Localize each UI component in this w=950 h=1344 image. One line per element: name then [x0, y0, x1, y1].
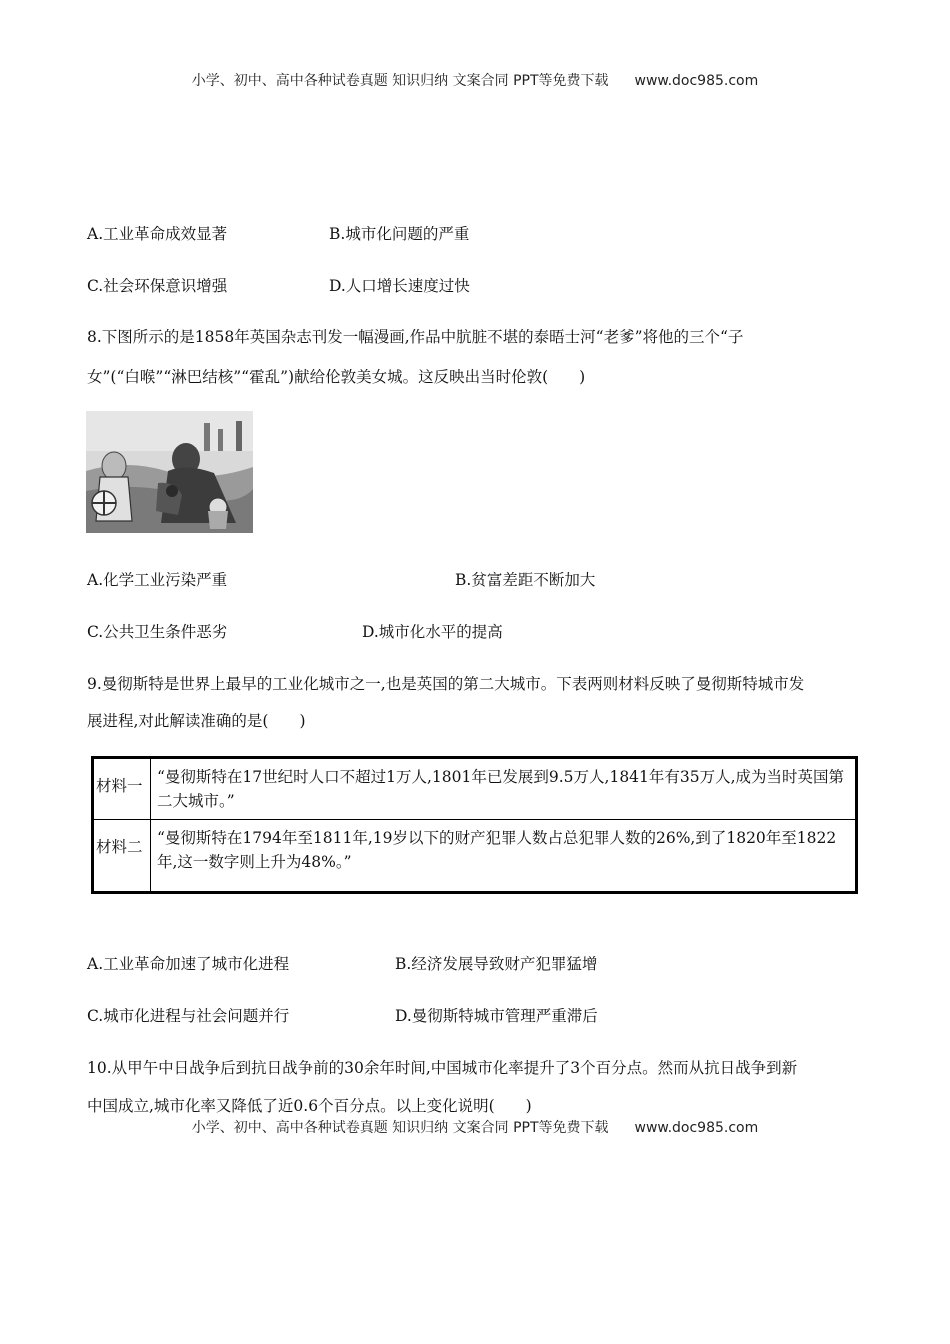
- footer-url[interactable]: www.doc985.com: [634, 1120, 759, 1136]
- header-text: 小学、初中、高中各种试卷真题 知识归纳 文案合同 PPT等免费下载: [191, 73, 609, 89]
- q7-option-a: A.工业革命成效显著: [87, 225, 228, 243]
- q8-stem-line1: 8.下图所示的是1858年英国杂志刊发一幅漫画,作品中肮脏不堪的泰晤士河“老爹”将他的三个“子: [87, 328, 744, 346]
- page-footer: [0, 1117, 950, 1137]
- q9-stem-line2: 展进程,对此解读准确的是( ): [87, 712, 306, 730]
- q9-option-a: A.工业革命加速了城市化进程: [87, 955, 290, 973]
- q9-stem-line1: 9.曼彻斯特是世界上最早的工业化城市之一,也是英国的第二大城市。下表两则材料反映了曼彻斯特城市发: [87, 675, 805, 693]
- materials-table: [91, 756, 858, 894]
- q7-option-c: C.社会环保意识增强: [87, 277, 228, 295]
- header-url[interactable]: www.doc985.com: [634, 73, 759, 89]
- footer-text: 小学、初中、高中各种试卷真题 知识归纳 文案合同 PPT等免费下载: [191, 1120, 609, 1136]
- q8-option-b: B.贫富差距不断加大: [455, 571, 596, 589]
- q8-option-a: A.化学工业污染严重: [87, 571, 228, 589]
- material-label: 材料一: [93, 758, 151, 820]
- table-row: [93, 820, 857, 893]
- material-text: “曼彻斯特在17世纪时人口不超过1万人,1801年已发展到9.5万人,1841年有35万人,成为当时英国第二大城市。”: [151, 758, 857, 820]
- q9-option-d: D.曼彻斯特城市管理严重滞后: [395, 1007, 598, 1025]
- q7-option-d: D.人口增长速度过快: [329, 277, 470, 295]
- q7-option-b: B.城市化问题的严重: [329, 225, 470, 243]
- q10-stem-line1: 10.从甲午中日战争后到抗日战争前的30余年时间,中国城市化率提升了3个百分点。然而从抗日战争到新: [87, 1059, 798, 1077]
- table-row: [93, 758, 857, 820]
- q9-option-b: B.经济发展导致财产犯罪猛增: [395, 955, 598, 973]
- page-header: [0, 70, 950, 90]
- q10-stem-line2: 中国成立,城市化率又降低了近0.6个百分点。以上变化说明( ): [87, 1097, 532, 1115]
- q8-option-c: C.公共卫生条件恶劣: [87, 623, 228, 641]
- thames-cartoon-image: [86, 411, 253, 533]
- q8-stem-line2: 女”(“白喉”“淋巴结核”“霍乱”)献给伦敦美女城。这反映出当时伦敦( ): [87, 368, 586, 386]
- cartoon-drawing: [86, 411, 253, 533]
- q9-option-c: C.城市化进程与社会问题并行: [87, 1007, 290, 1025]
- material-text: “曼彻斯特在1794年至1811年,19岁以下的财产犯罪人数占总犯罪人数的26%,到了1820年至1822年,这一数字则上升为48%。”: [151, 820, 857, 893]
- material-label: 材料二: [93, 820, 151, 893]
- q8-option-d: D.城市化水平的提高: [362, 623, 503, 641]
